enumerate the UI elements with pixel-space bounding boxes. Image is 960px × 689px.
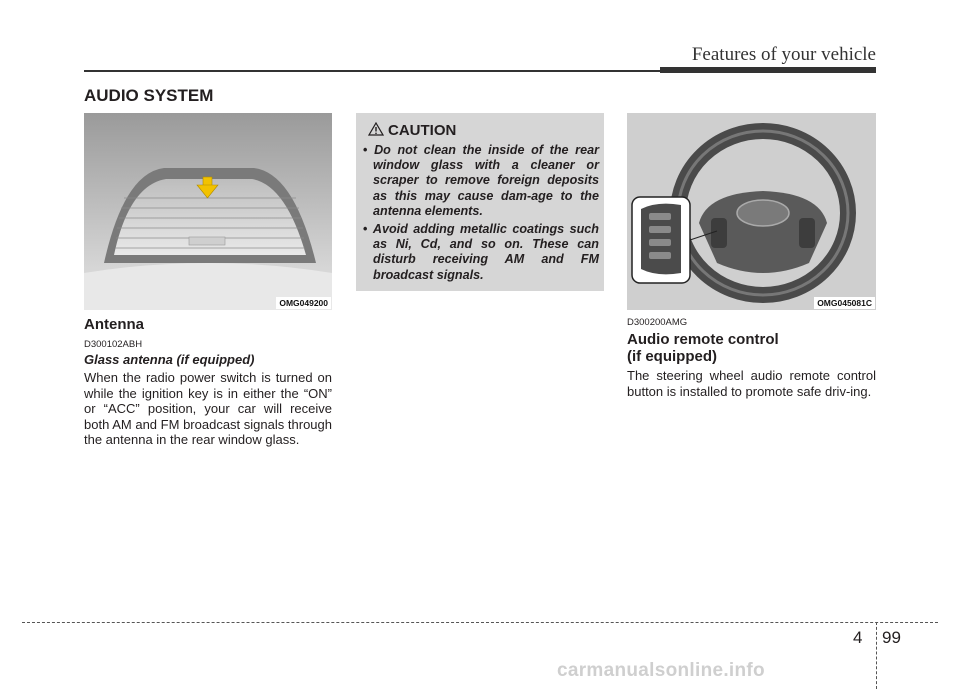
audio-remote-heading xyxy=(627,331,779,365)
image-code: OMG045081C xyxy=(814,297,875,309)
section-title: AUDIO SYSTEM xyxy=(84,86,214,105)
section-code: D300200AMG xyxy=(627,317,688,328)
steering-wheel-illustration xyxy=(627,113,876,310)
antenna-body-text: When the radio power switch is turned on while the ignition key is in either the “ON” or “ACC” position, your car will receive both AM and FM broadcast signals through the antenna in the rear window glass. xyxy=(84,370,332,448)
warning-triangle-icon xyxy=(368,122,384,136)
caution-heading xyxy=(368,122,456,139)
footer-divider xyxy=(876,622,877,689)
caution-item: • Avoid adding metallic coatings such as Ni, Cd, and so on. These can disturb receiving AM and FM broadcast signals. xyxy=(363,222,599,283)
caution-title: CAUTION xyxy=(388,122,457,139)
section-code: D300102ABH xyxy=(84,339,143,350)
caution-list xyxy=(363,143,599,286)
rear-window-illustration xyxy=(84,113,332,310)
antenna-heading: Antenna xyxy=(84,316,144,333)
watermark: carmanualsonline.info xyxy=(557,660,765,681)
audio-remote-heading-line1: Audio remote control xyxy=(627,331,779,348)
rear-window-photo xyxy=(84,113,332,310)
footer-rule xyxy=(22,622,938,623)
header-rule-accent xyxy=(660,67,876,73)
image-code: OMG049200 xyxy=(276,297,331,309)
page-number: 99 xyxy=(882,628,901,647)
glass-antenna-subheading: Glass antenna (if equipped) xyxy=(84,352,255,367)
audio-remote-heading-line2: (if equipped) xyxy=(627,348,717,365)
running-header: Features of your vehicle xyxy=(691,44,876,65)
caution-item: • Do not clean the inside of the rear window glass with a cleaner or scraper to remove foreign deposits as this may cause dam-age to the antenna elements. xyxy=(363,143,599,219)
steering-wheel-photo xyxy=(627,113,876,310)
audio-remote-body-text: The steering wheel audio remote control button is installed to promote safe driv-ing. xyxy=(627,368,876,399)
chapter-number: 4 xyxy=(853,628,863,647)
